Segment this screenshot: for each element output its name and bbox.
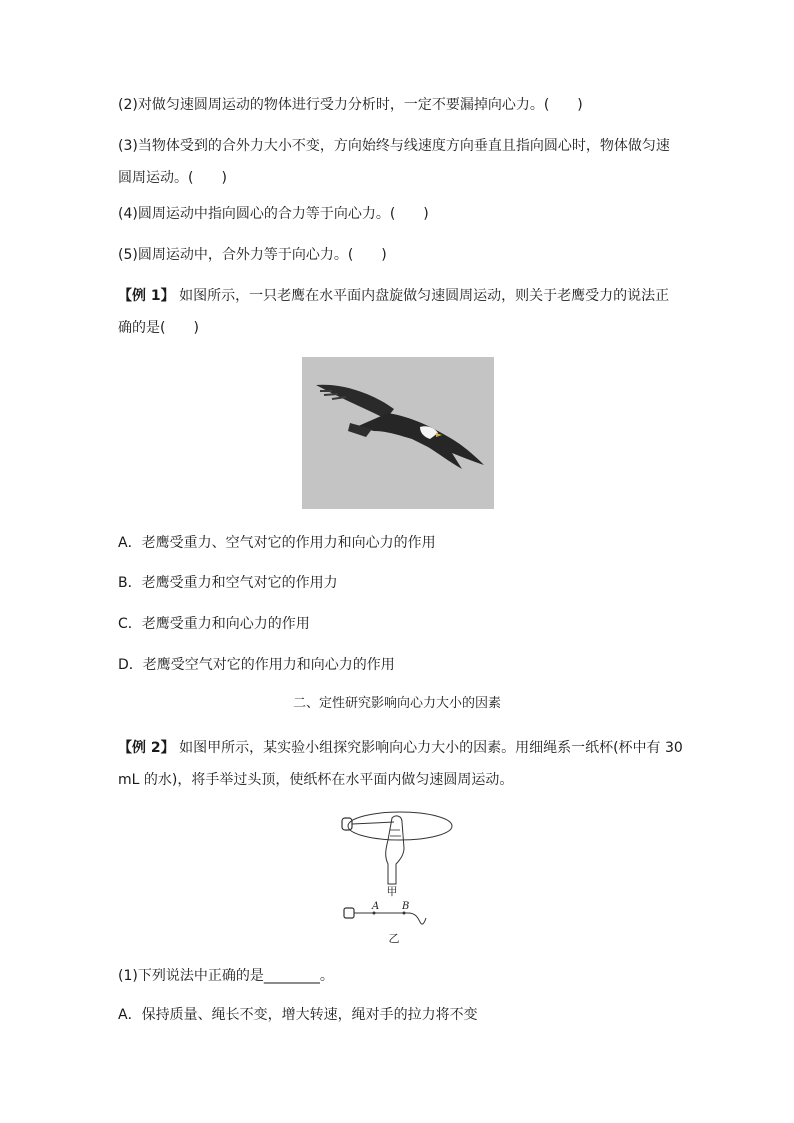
option-c: C．老鹰受重力和向心力的作用	[118, 616, 310, 632]
figure-label-jia: 甲	[386, 885, 398, 898]
question-2: (2)对做匀速圆周运动的物体进行受力分析时，一定不要漏掉向心力。( )	[118, 97, 583, 113]
figure-label-yi: 乙	[388, 932, 400, 945]
eagle-photo	[302, 357, 494, 509]
example-2-stem	[118, 732, 683, 796]
example-2-tag: 【例 2】	[118, 740, 175, 756]
example-1-tag: 【例 1】	[118, 288, 175, 304]
option-b: B．老鹰受重力和空气对它的作用力	[118, 575, 338, 591]
figure-point-b: B	[402, 901, 410, 912]
sub-question-1: (1)下列说法中正确的是________。	[118, 968, 334, 984]
sub-option-a: A．保持质量、绳长不变，增大转速，绳对手的拉力将不变	[118, 1007, 478, 1023]
option-d: D．老鹰受空气对它的作用力和向心力的作用	[118, 657, 395, 673]
experiment-figure	[330, 808, 460, 948]
figure-point-a: A	[372, 901, 380, 912]
question-3	[118, 130, 683, 194]
section-heading: 二、定性研究影响向心力大小的因素	[292, 696, 501, 711]
question-5: (5)圆周运动中，合外力等于向心力。( )	[118, 247, 387, 263]
example-1-text: 如图所示，一只老鹰在水平面内盘旋做匀速圆周运动，则关于老鹰受力的说法正确的是( )	[118, 288, 670, 336]
question-3-text: (3)当物体受到的合外力大小不变，方向始终与线速度方向垂直且指向圆心时，物体做匀速圆周运动。( )	[118, 138, 670, 186]
example-1-stem	[118, 280, 683, 344]
example-2-text: 如图甲所示，某实验小组探究影响向心力大小的因素。用细绳系一纸杯(杯中有 30 mL 的水)，将手举过头顶，使纸杯在水平面内做匀速圆周运动。	[118, 740, 683, 788]
option-a: A．老鹰受重力、空气对它的作用力和向心力的作用	[118, 535, 436, 551]
question-4: (4)圆周运动中指向圆心的合力等于向心力。( )	[118, 206, 429, 222]
